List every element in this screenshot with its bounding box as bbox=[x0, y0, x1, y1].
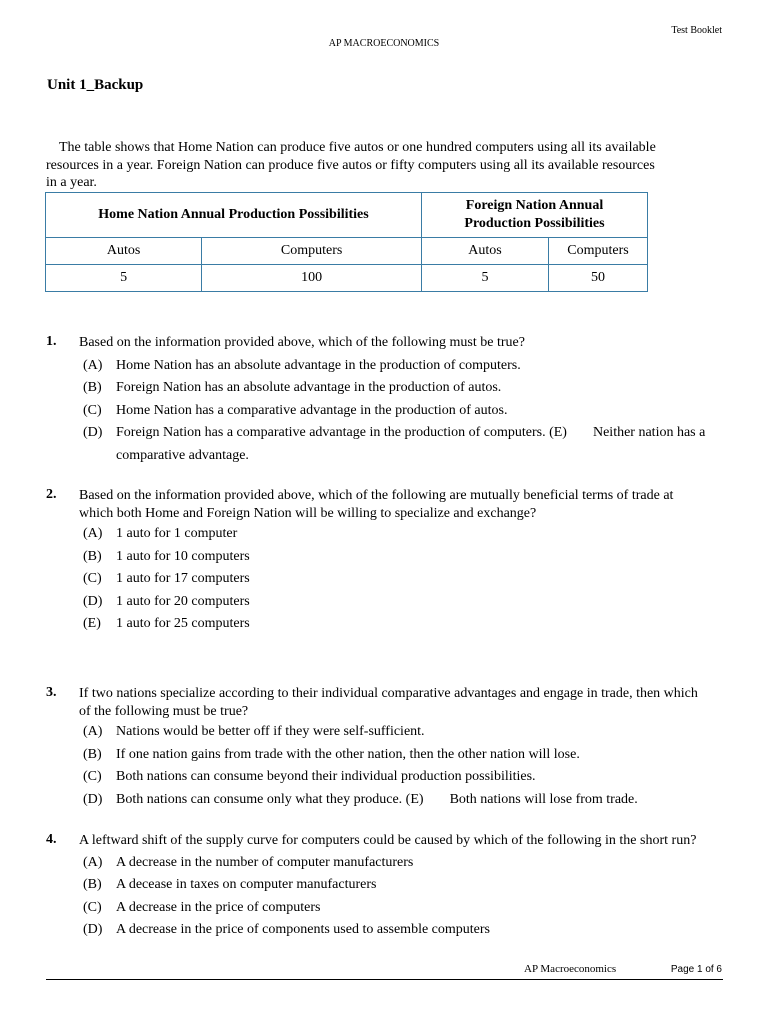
option-label: (C) bbox=[83, 769, 102, 785]
option-text: If one nation gains from trade with the other nation, then the other nation will lose. bbox=[116, 746, 580, 762]
question-text: Based on the information provided above, which of the following are mutually beneficial terms of trade at which both Home and Foreign Nation will be willing to specialize and exchange? bbox=[79, 488, 674, 521]
table-cell: 100 bbox=[202, 265, 422, 292]
option-label: (E) bbox=[83, 616, 101, 632]
answer-option[interactable] bbox=[83, 613, 710, 636]
option-text: 1 auto for 25 computers bbox=[116, 616, 250, 632]
column-header: Computers bbox=[202, 238, 422, 265]
footer-divider bbox=[46, 979, 723, 980]
option-text: comparative advantage. bbox=[116, 447, 249, 463]
answer-option[interactable] bbox=[83, 789, 710, 812]
option-text: A decease in taxes on computer manufacturers bbox=[116, 877, 377, 893]
course-header: AP MACROECONOMICS bbox=[328, 38, 440, 49]
page-title: Unit 1_Backup bbox=[47, 77, 144, 93]
option-label: (A) bbox=[83, 854, 103, 870]
answer-option[interactable] bbox=[83, 568, 710, 591]
answer-option[interactable] bbox=[83, 422, 710, 467]
option-text: Nations would be better off if they were self-sufficient. bbox=[116, 724, 425, 739]
table-cell: 5 bbox=[46, 265, 202, 292]
option-label: (D) bbox=[83, 922, 103, 938]
answer-option[interactable] bbox=[83, 377, 710, 400]
intro-paragraph: The table shows that Home Nation can produce five autos or one hundred computers using all its available resources in a year. Foreign Nation can produce five autos or fifty computers using all its available resources in a year. bbox=[46, 140, 656, 190]
question-text: A leftward shift of the supply curve for computers could be caused by which of the following in the short run? bbox=[79, 833, 697, 848]
foreign-nation-header: Foreign Nation Annual Production Possibilities bbox=[422, 193, 648, 238]
answer-option[interactable] bbox=[83, 766, 710, 789]
answer-option[interactable] bbox=[83, 919, 710, 942]
answer-option[interactable] bbox=[83, 897, 710, 920]
option-label: (C) bbox=[83, 402, 102, 418]
option-text: Both nations will lose from trade. bbox=[449, 791, 638, 807]
production-table bbox=[45, 192, 648, 292]
option-text: 1 auto for 10 computers bbox=[116, 548, 250, 564]
option-label: (E) bbox=[549, 425, 567, 441]
question-number: 2. bbox=[46, 487, 57, 502]
option-text: A decrease in the price of components used to assemble computers bbox=[116, 922, 490, 938]
option-label: (C) bbox=[83, 899, 102, 915]
answer-option[interactable] bbox=[83, 874, 710, 897]
option-text: 1 auto for 1 computer bbox=[116, 526, 238, 541]
answer-option[interactable] bbox=[83, 852, 710, 875]
answer-option[interactable] bbox=[83, 400, 710, 423]
option-text: 1 auto for 17 computers bbox=[116, 571, 250, 587]
option-label: (E) bbox=[405, 791, 424, 807]
question-number: 3. bbox=[46, 685, 57, 700]
option-text: Both nations can consume only what they produce. bbox=[116, 791, 403, 807]
option-text: Both nations can consume beyond their individual production possibilities. bbox=[116, 769, 536, 785]
option-text: Foreign Nation has a comparative advantage in the production of computers. bbox=[116, 425, 546, 441]
option-text: Home Nation has a comparative advantage in the production of autos. bbox=[116, 402, 508, 418]
option-text: 1 auto for 20 computers bbox=[116, 593, 250, 609]
question-1 bbox=[46, 334, 710, 467]
option-label: (D) bbox=[83, 791, 103, 807]
option-text: Foreign Nation has an absolute advantage in the production of autos. bbox=[116, 380, 502, 396]
answer-option[interactable] bbox=[83, 744, 710, 767]
question-text: If two nations specialize according to their individual comparative advantages and engage in trade, then which of the following must be true? bbox=[79, 686, 698, 719]
question-4 bbox=[46, 832, 710, 942]
option-label: (A) bbox=[83, 526, 103, 541]
option-text: Neither nation has a bbox=[592, 425, 706, 441]
column-header: Autos bbox=[422, 238, 549, 265]
answer-option[interactable] bbox=[83, 546, 710, 569]
option-text: A decrease in the price of computers bbox=[116, 899, 321, 915]
answer-option[interactable] bbox=[83, 355, 710, 378]
home-nation-header: Home Nation Annual Production Possibilities bbox=[46, 193, 422, 238]
question-text: Based on the information provided above, which of the following must be true? bbox=[79, 335, 525, 350]
option-label: (B) bbox=[83, 877, 102, 893]
option-label: (B) bbox=[83, 380, 102, 396]
option-text: A decrease in the number of computer manufacturers bbox=[116, 854, 414, 870]
option-label: (D) bbox=[83, 593, 103, 609]
answer-option[interactable] bbox=[83, 523, 710, 546]
page-number: Page 1 of 6 bbox=[670, 964, 722, 975]
option-label: (B) bbox=[83, 746, 102, 762]
question-3 bbox=[46, 685, 710, 811]
column-header: Autos bbox=[46, 238, 202, 265]
table-cell: 50 bbox=[549, 265, 648, 292]
question-2 bbox=[46, 487, 710, 636]
column-header: Computers bbox=[549, 238, 648, 265]
answer-option[interactable] bbox=[83, 721, 710, 744]
option-label: (D) bbox=[83, 425, 103, 441]
footer-course: AP Macroeconomics bbox=[524, 963, 617, 975]
option-label: (B) bbox=[83, 548, 102, 564]
option-label: (A) bbox=[83, 724, 103, 739]
option-text: Home Nation has an absolute advantage in the production of computers. bbox=[116, 357, 521, 373]
option-label: (A) bbox=[83, 357, 103, 373]
table-cell: 5 bbox=[422, 265, 549, 292]
option-label: (C) bbox=[83, 571, 102, 587]
booklet-label: Test Booklet bbox=[671, 25, 722, 36]
question-number: 4. bbox=[46, 832, 57, 847]
question-number: 1. bbox=[46, 334, 57, 349]
answer-option[interactable] bbox=[83, 591, 710, 614]
